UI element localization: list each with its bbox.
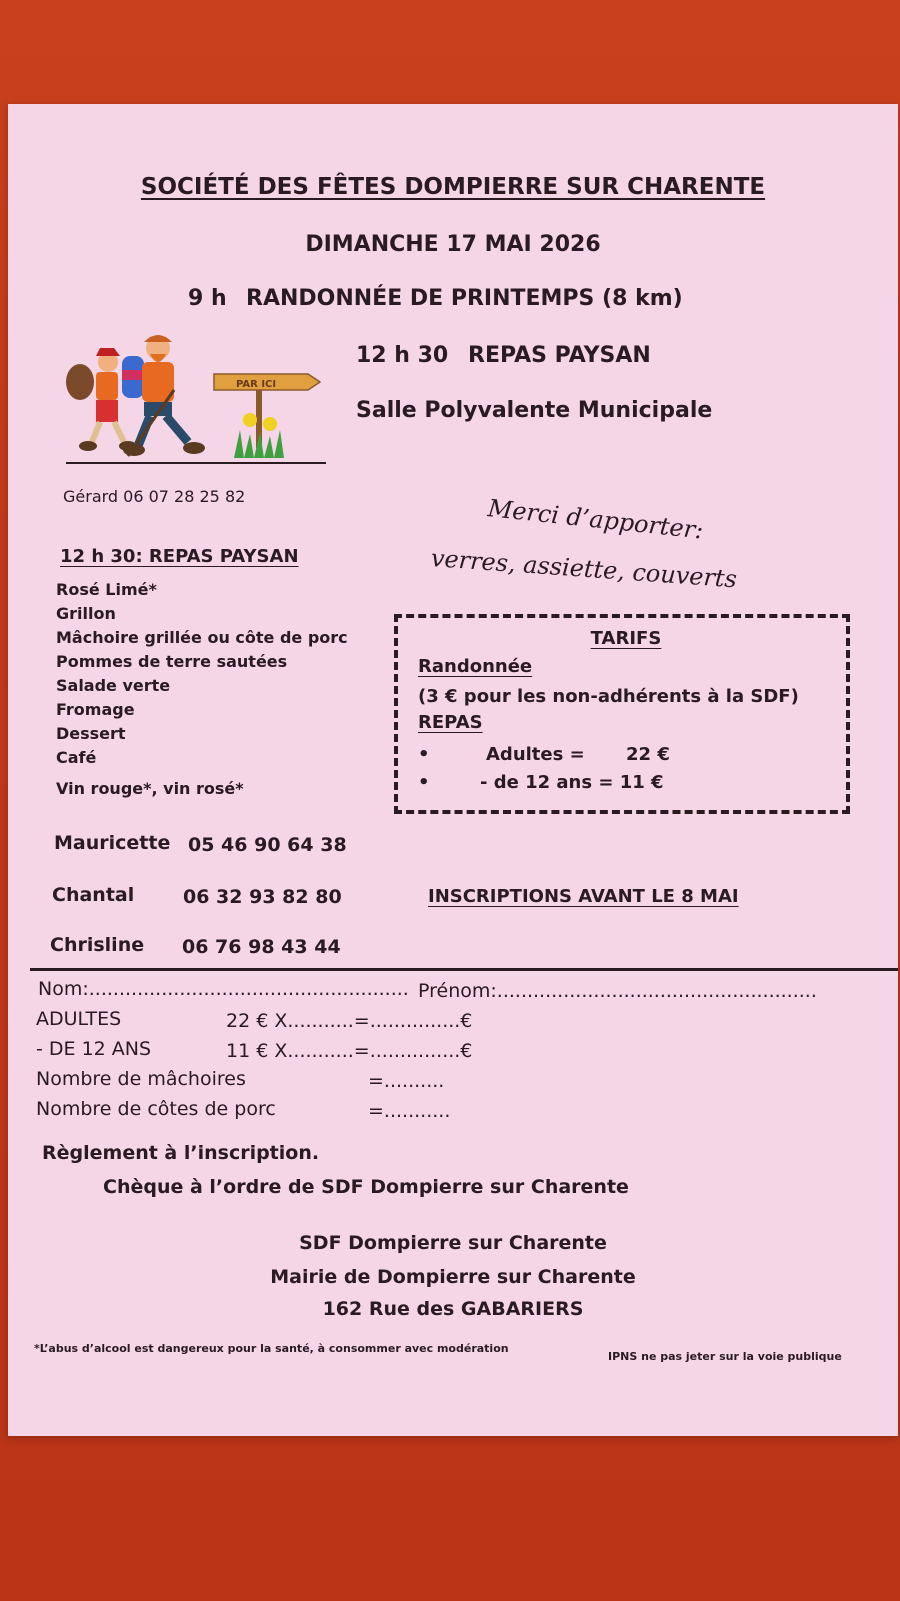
- venue: Salle Polyvalente Municipale: [356, 398, 713, 423]
- contact-name: Chrisline: [50, 934, 145, 956]
- nom-field[interactable]: Nom:.....................................................: [38, 978, 409, 1000]
- menu-list: [56, 578, 348, 770]
- form-divider: [30, 968, 898, 971]
- bullet-icon: •: [418, 772, 430, 793]
- cotes-field[interactable]: =...........: [368, 1100, 451, 1122]
- inscriptions-deadline: INSCRIPTIONS AVANT LE 8 MAI: [428, 886, 739, 907]
- tarif-enfants: [418, 772, 664, 793]
- tarif-adultes-price: 22 €: [626, 744, 670, 765]
- hikers-icon: [58, 330, 328, 460]
- tarif-rando-note: (3 € pour les non-adhérents à la SDF): [418, 686, 799, 707]
- tarif-adultes: [418, 744, 670, 765]
- flyer-sheet: [8, 104, 898, 1436]
- illustration-divider: [66, 462, 326, 464]
- tarif-repas-label: REPAS: [418, 712, 483, 733]
- menu-item: Pommes de terre sautées: [56, 652, 288, 671]
- repas-label: REPAS PAYSAN: [468, 343, 651, 368]
- tarif-rando-label: Randonnée: [418, 656, 533, 677]
- contact-name: Mauricette: [54, 832, 171, 854]
- page-title: SOCIÉTÉ DES FÊTES DOMPIERRE SUR CHARENTE: [140, 174, 766, 200]
- menu-item: Grillon: [56, 604, 116, 623]
- repas-line: [356, 343, 651, 368]
- event-date: DIMANCHE 17 MAI 2026: [305, 232, 601, 257]
- machoires-field[interactable]: =..........: [368, 1070, 445, 1092]
- bring-items: verres, assiette, couverts: [430, 544, 738, 594]
- rando-label: RANDONNÉE DE PRINTEMPS (8 km): [246, 286, 683, 311]
- rando-line: [188, 286, 683, 311]
- prenom-field[interactable]: Prénom:.....................................................: [418, 980, 817, 1002]
- contact-phone: 05 46 90 64 38: [188, 834, 347, 856]
- menu-item: Dessert: [56, 724, 126, 743]
- menu-item: Salade verte: [56, 676, 171, 695]
- tarif-adultes-label: Adultes =: [486, 744, 585, 765]
- menu-wine: Vin rouge*, vin rosé*: [56, 779, 244, 798]
- alcohol-notice: *L’abus d’alcool est dangereux pour la santé, à consommer avec modération: [34, 1342, 509, 1355]
- tarif-enfants-label: - de 12 ans = 11 €: [480, 772, 664, 793]
- cotes-label: Nombre de côtes de porc: [36, 1098, 276, 1120]
- repas-time: 12 h 30: [356, 343, 449, 368]
- adultes-calc-field[interactable]: 22 € X...........=...............€: [226, 1010, 473, 1032]
- menu-item: Rosé Limé*: [56, 580, 157, 599]
- ipns-notice: IPNS ne pas jeter sur la voie publique: [608, 1350, 842, 1363]
- contact-name: Chantal: [52, 884, 135, 906]
- menu-item: Mâchoire grillée ou côte de porc: [56, 628, 348, 647]
- enfants-label: - DE 12 ANS: [36, 1038, 152, 1060]
- merci-line: Merci d’apporter:: [486, 494, 705, 545]
- address-line: 162 Rue des GABARIERS: [322, 1298, 584, 1320]
- address-line: Mairie de Dompierre sur Charente: [270, 1266, 636, 1288]
- rando-time: 9 h: [188, 286, 227, 311]
- address-line: SDF Dompierre sur Charente: [299, 1232, 607, 1254]
- reglement-line: Règlement à l’inscription.: [42, 1142, 320, 1164]
- sign-text: PAR ICI: [236, 379, 277, 390]
- menu-item: Fromage: [56, 700, 135, 719]
- contact-phone: 06 32 93 82 80: [183, 886, 342, 908]
- menu-title: 12 h 30: REPAS PAYSAN: [60, 546, 299, 567]
- tarifs-title: TARIFS: [590, 628, 662, 649]
- adult-hiker-icon: [122, 335, 205, 456]
- menu-item: Café: [56, 748, 97, 767]
- tarifs-box: [394, 614, 850, 814]
- machoires-label: Nombre de mâchoires: [36, 1068, 246, 1090]
- cheque-line: Chèque à l’ordre de SDF Dompierre sur Charente: [103, 1176, 629, 1198]
- adultes-label: ADULTES: [36, 1008, 122, 1030]
- enfants-calc-field[interactable]: 11 € X...........=...............€: [226, 1040, 473, 1062]
- bullet-icon: •: [418, 744, 430, 765]
- contact-phone: 06 76 98 43 44: [182, 936, 341, 958]
- gerard-contact: Gérard 06 07 28 25 82: [63, 487, 246, 506]
- signpost-icon: [214, 374, 320, 458]
